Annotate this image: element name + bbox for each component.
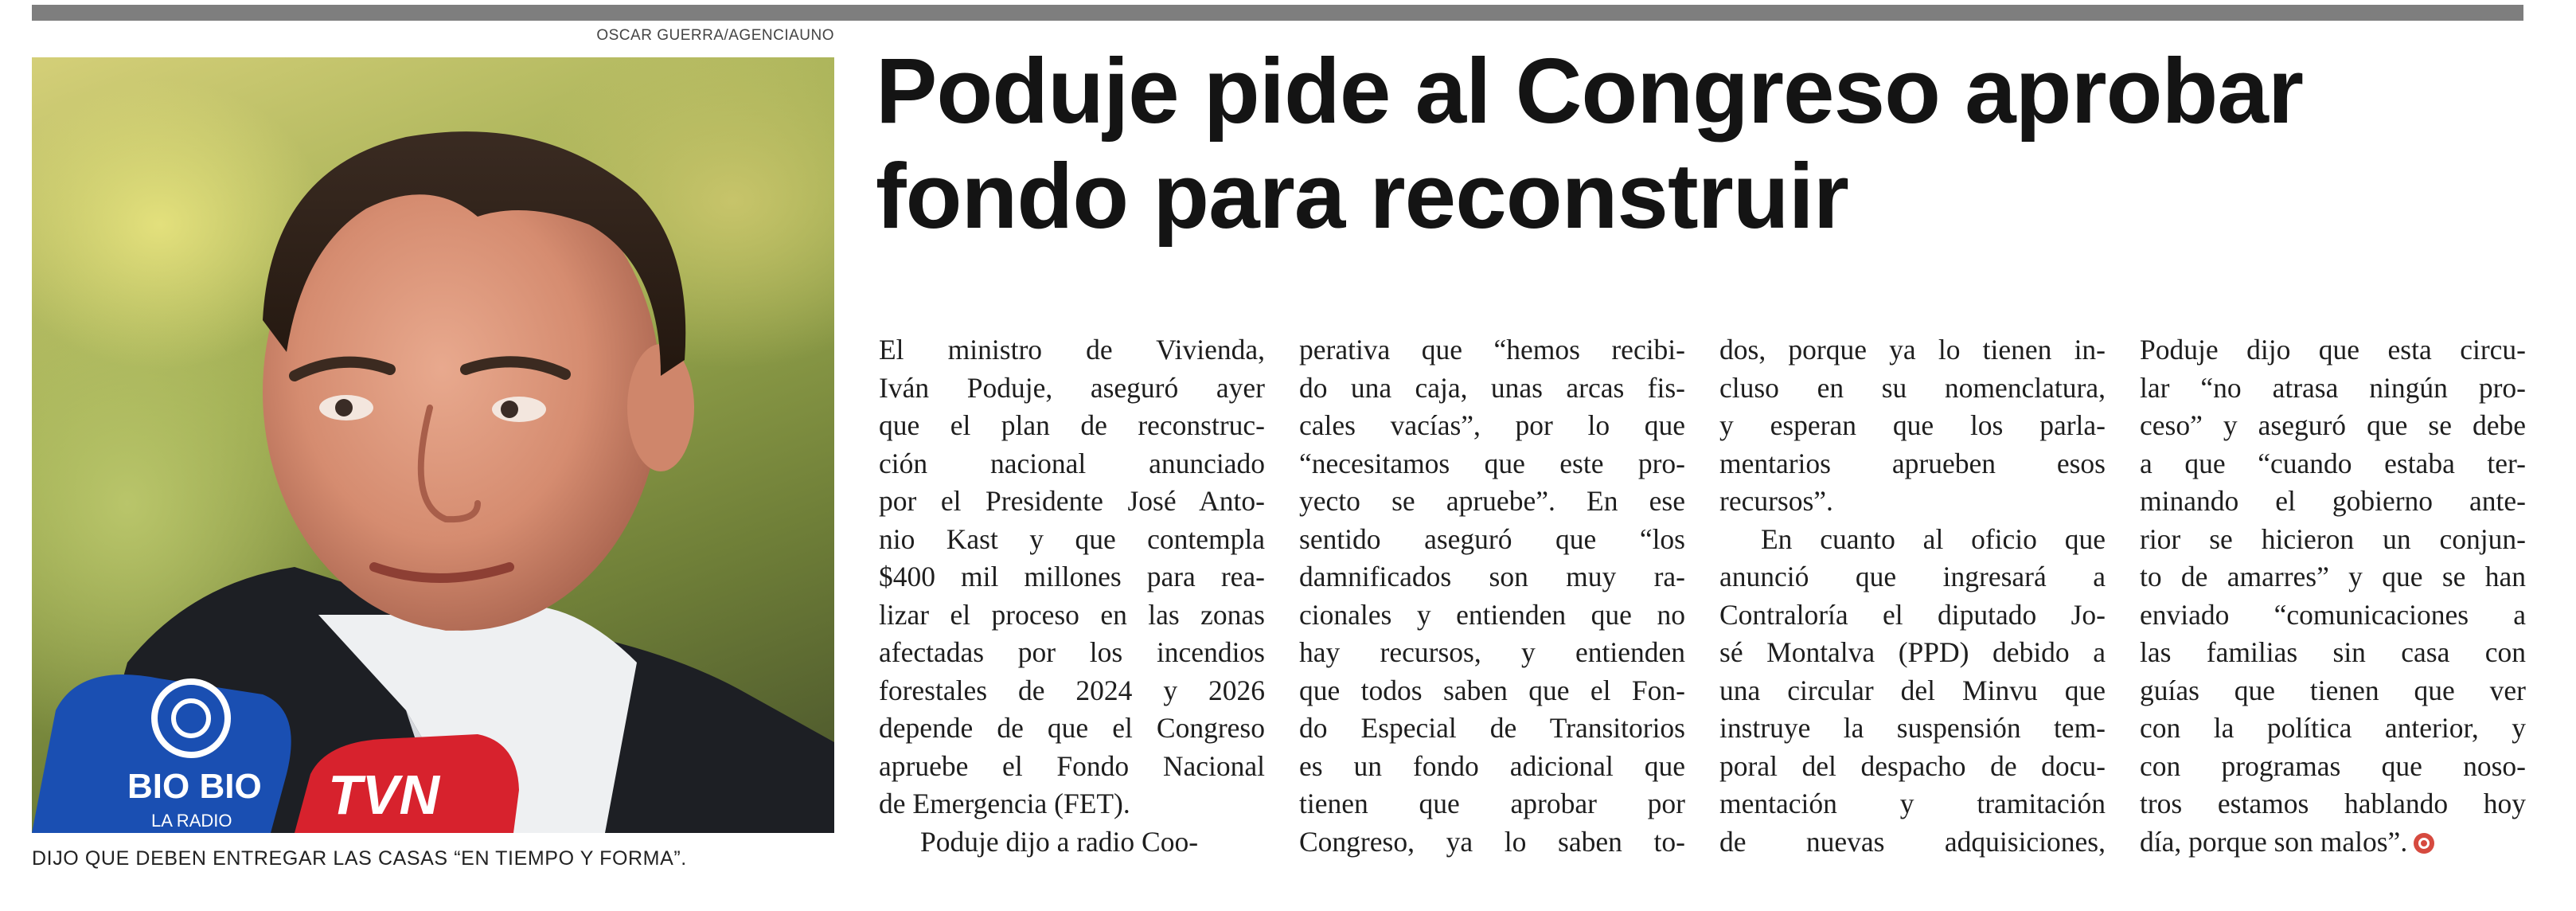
column-line: dos, porque ya lo tienen in-: [1719, 334, 2106, 366]
column-line: instruye la suspensión tem-: [1719, 712, 2106, 744]
column-line: tienen que aprobar por: [1299, 788, 1685, 819]
column-line: día, porque son malos”.: [2140, 825, 2408, 858]
column-line: apruebe el Fondo Nacional: [879, 749, 1265, 782]
article-photo: [32, 57, 834, 833]
end-of-article-icon: [2414, 833, 2434, 854]
column-line: cales vacías”, por lo que: [1299, 409, 1685, 441]
column-line: ción nacional anunciado: [879, 447, 1265, 479]
column-line: con la política anterior, y: [2140, 712, 2526, 744]
column-line: Contraloría el diputado Jo-: [1719, 598, 2106, 631]
column-line: afectadas por los incendios: [879, 636, 1265, 668]
article-column-2: [1299, 331, 1685, 861]
column-line: lizar el proceso en las zonas: [879, 598, 1265, 631]
headline-line-1: Poduje pide al Congreso aprobar: [876, 39, 2304, 143]
column-line: que el plan de reconstruc-: [879, 409, 1265, 441]
microphone-biobio: [32, 674, 291, 833]
column-line: Iván Poduje, aseguró ayer: [879, 371, 1265, 404]
column-line: depende de que el Congreso: [879, 712, 1265, 744]
column-line: ceso” y aseguró que se debe: [2140, 409, 2526, 441]
column-line: hay recursos, y entienden: [1299, 636, 1685, 668]
column-line: Poduje dijo que esta circu-: [2140, 334, 2526, 366]
column-line: con programas que noso-: [2140, 749, 2526, 782]
article-column-4: [2140, 331, 2526, 861]
headline-line-2: fondo para reconstruir: [876, 144, 1848, 248]
column-line: forestales de 2024 y 2026: [879, 674, 1265, 706]
column-line: sentido aseguró que “los: [1299, 522, 1685, 555]
photo-credit: OSCAR GUERRA/AGENCIAUNO: [596, 27, 834, 44]
column-line: poral del despacho de docu-: [1719, 749, 2106, 782]
column-line: nio Kast y que contempla: [879, 522, 1265, 555]
column-line: recursos”.: [1719, 485, 1833, 517]
column-line: do una caja, unas arcas fis-: [1299, 371, 1685, 404]
mic-right-label: TVN: [328, 764, 439, 826]
column-line: $400 mil millones para rea-: [879, 561, 1265, 592]
column-line: de nuevas adquisiciones,: [1719, 825, 2106, 858]
column-line: Congreso, ya lo saben to-: [1299, 825, 1685, 858]
top-rule: [32, 5, 2523, 21]
mic-left-sub: LA RADIO: [151, 811, 232, 831]
column-line: y esperan que los parla-: [1719, 409, 2106, 441]
column-line: anunció que ingresará a: [1719, 561, 2106, 592]
column-line: perativa que “hemos recibi-: [1299, 334, 1685, 366]
column-line: yecto se apruebe”. En ese: [1299, 485, 1685, 517]
column-line: damnificados son muy ra-: [1299, 561, 1685, 592]
column-line: enviado “comunicaciones a: [2140, 598, 2526, 631]
column-line: do Especial de Transitorios: [1299, 712, 1685, 744]
column-last-line: [2140, 823, 2526, 862]
column-line: “necesitamos que este pro-: [1299, 447, 1685, 479]
column-line: mentarios aprueben esos: [1719, 447, 2106, 479]
column-line: to de amarres” y que se han: [2140, 561, 2526, 592]
column-line: Poduje dijo a radio Coo-: [920, 825, 1199, 858]
column-line: cluso en su nomenclatura,: [1719, 371, 2106, 404]
photo-illustration: [32, 57, 834, 833]
article-column-3: [1719, 331, 2106, 861]
column-line: En cuanto al oficio que: [1761, 522, 2106, 555]
column-line: minando el gobierno ante-: [2140, 485, 2526, 517]
column-line: a que “cuando estaba ter-: [2140, 447, 2526, 479]
article-body: [879, 331, 2527, 889]
column-line: mentación y tramitación: [1719, 788, 2106, 819]
column-line: cionales y entienden que no: [1299, 598, 1685, 631]
mic-left-label: BIO BIO: [127, 767, 262, 806]
column-line: rior se hicieron un conjun-: [2140, 522, 2526, 555]
headline: [876, 38, 2531, 248]
column-line: las familias sin casa con: [2140, 636, 2526, 668]
column-line: sé Montalva (PPD) debido a: [1719, 636, 2106, 668]
column-line: guías que tienen que ver: [2140, 674, 2526, 706]
column-line: que todos saben que el Fon-: [1299, 674, 1685, 706]
column-line: por el Presidente José Anto-: [879, 485, 1265, 517]
column-line: de Emergencia (FET).: [879, 788, 1130, 819]
article-column-1: [879, 331, 1265, 861]
column-line: El ministro de Vivienda,: [879, 334, 1265, 366]
column-line: lar “no atrasa ningún pro-: [2140, 371, 2526, 404]
column-line: tros estamos hablando hoy: [2140, 788, 2526, 819]
column-line: es un fondo adicional que: [1299, 749, 1685, 782]
photo-caption: DIJO QUE DEBEN ENTREGAR LAS CASAS “EN TIEMPO Y FORMA”.: [32, 847, 687, 870]
column-line: una circular del Minvu que: [1719, 674, 2106, 706]
